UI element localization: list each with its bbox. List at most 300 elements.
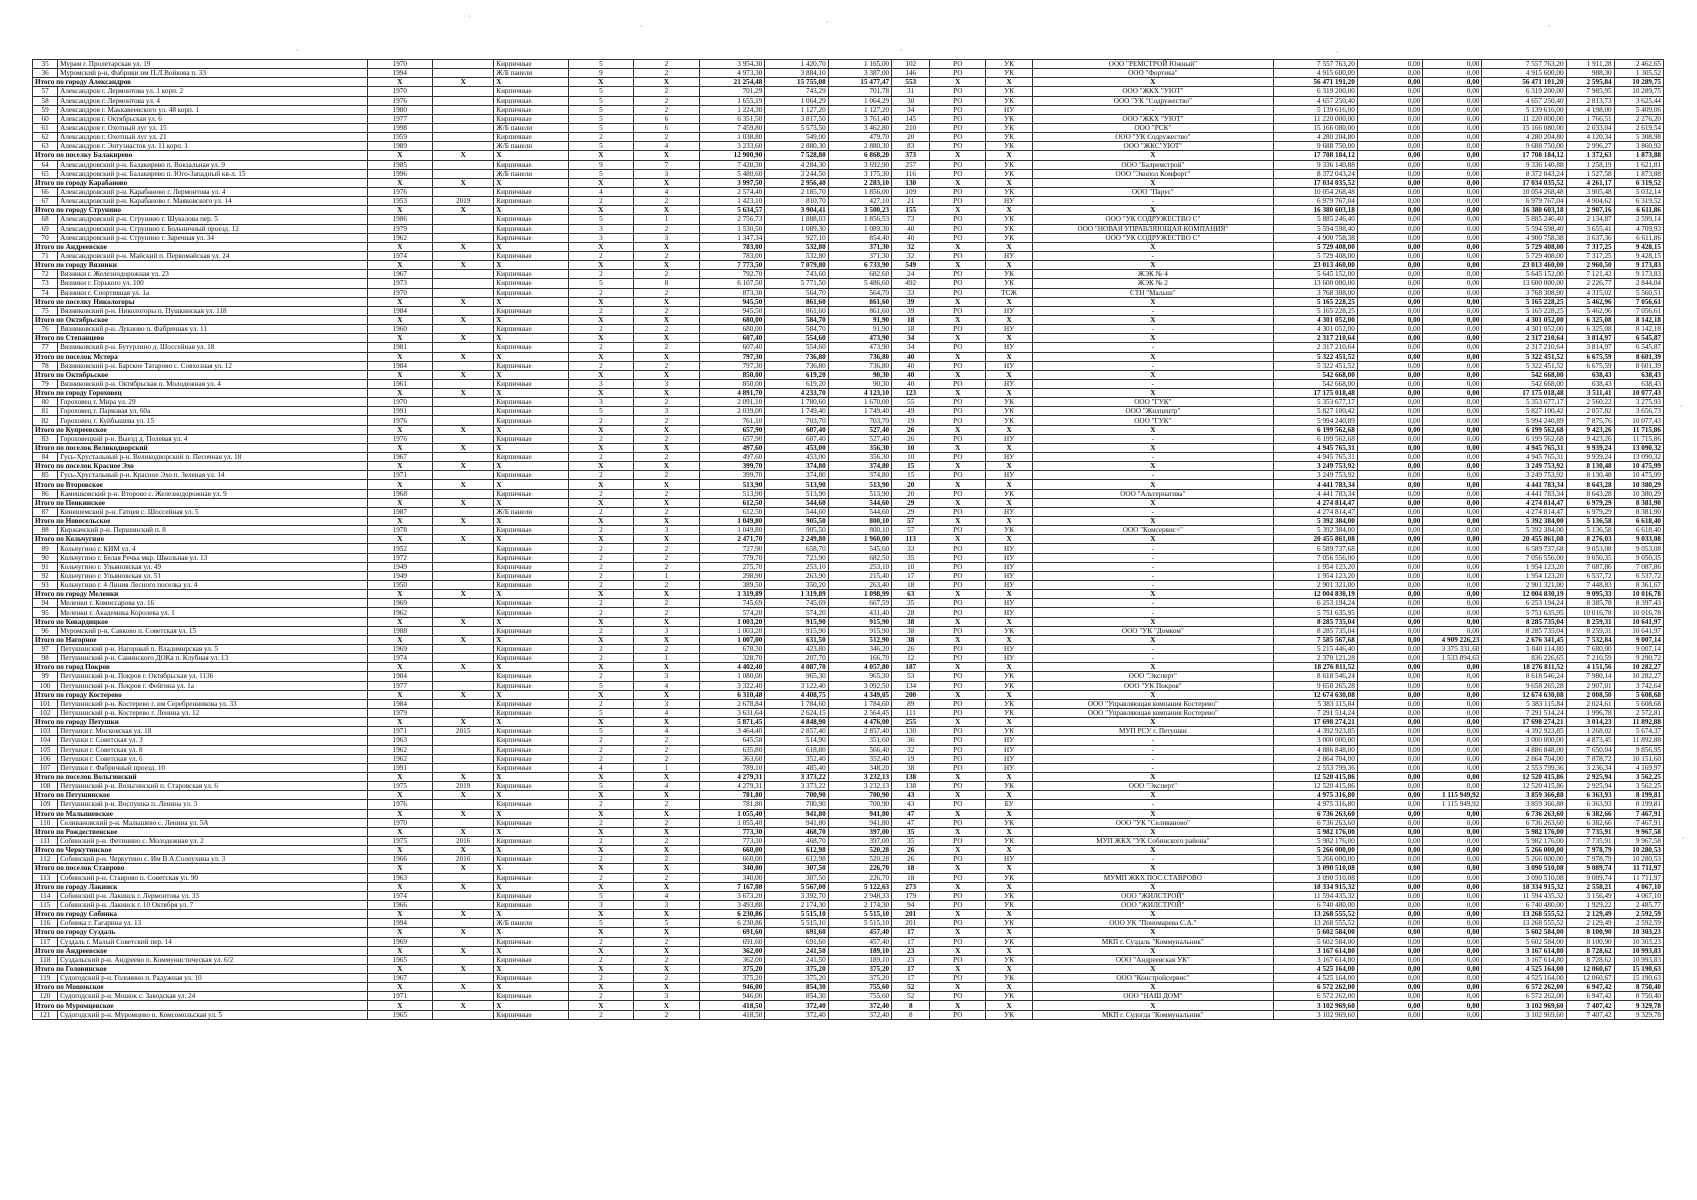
table-cell: 210 — [892, 123, 930, 132]
table-cell: 6 611,86 — [1614, 233, 1663, 242]
table-cell: 915,90 — [828, 617, 891, 626]
table-cell: Собинский р-н. Ставрово п. Советская ул. 90 — [58, 873, 367, 882]
table-cell: 915,90 — [765, 617, 828, 626]
table-cell: Кирпичные — [494, 379, 568, 388]
table-cell: X — [568, 178, 634, 187]
table-cell: - — [1033, 581, 1273, 590]
table-cell: 1976 — [367, 800, 433, 809]
table-cell: 109 — [892, 187, 930, 196]
table-cell: 513,90 — [699, 489, 765, 498]
table-cell: 10 303,23 — [1614, 937, 1663, 946]
table-cell: 255 — [892, 718, 930, 727]
table-cell: X — [1033, 78, 1273, 87]
table-cell: 6 253 194,24 — [1273, 599, 1357, 608]
table-cell — [433, 1010, 494, 1019]
table-cell: 9 173,83 — [1614, 270, 1663, 279]
table-cell: X — [1033, 617, 1273, 626]
table-cell: 492 — [892, 279, 930, 288]
table-cell: 7 317,25 — [1566, 242, 1614, 251]
table-cell: 7 317,25 — [1566, 251, 1614, 260]
table-cell: 2 — [568, 571, 634, 580]
table-cell: X — [568, 151, 634, 160]
table-cell: 0,00 — [1357, 873, 1423, 882]
table-cell: 83 — [33, 434, 58, 443]
table-cell: 4 274 814,47 — [1482, 498, 1566, 507]
table-cell — [433, 553, 494, 562]
table-cell: РО — [930, 526, 986, 535]
table-cell: Ж/Б панели — [494, 169, 568, 178]
table-cell: 3 761,40 — [828, 114, 891, 123]
table-cell: Кирпичные — [494, 581, 568, 590]
table-cell: X — [1033, 462, 1273, 471]
subtotal-label: Итого по Октябрьское — [33, 315, 368, 324]
table-cell: 4 198,00 — [1566, 105, 1614, 114]
table-row — [33, 123, 1664, 132]
table-cell: 39 — [892, 306, 930, 315]
table-cell: X — [1033, 206, 1273, 215]
table-cell: 0,00 — [1357, 1001, 1423, 1010]
table-cell: X — [634, 791, 700, 800]
subtotal-label: Итого по Головинское — [33, 964, 368, 973]
table-cell: 3 000 000,00 — [1273, 736, 1357, 745]
table-cell: X — [494, 517, 568, 526]
table-cell: 5 602 584,00 — [1273, 928, 1357, 937]
subtotal-label: Итого по Новосельское — [33, 517, 368, 526]
table-cell: 0,00 — [1423, 599, 1482, 608]
table-cell: X — [568, 690, 634, 699]
table-cell: Кирпичные — [494, 562, 568, 571]
table-cell: 2 996,27 — [1566, 142, 1614, 151]
table-cell: 2 — [634, 105, 700, 114]
table-cell: 1 224,30 — [699, 105, 765, 114]
table-cell: 23 — [892, 946, 930, 955]
table-cell: 9 329,78 — [1614, 1001, 1663, 1010]
table-cell: Александров г. Лермонтова ул. 1 корп. 2 — [58, 87, 367, 96]
table-cell: 7 773,50 — [699, 261, 765, 270]
table-cell: 2 — [568, 608, 634, 617]
table-cell: X — [986, 206, 1033, 215]
table-row — [33, 599, 1664, 608]
table-cell: 146 — [892, 69, 930, 78]
table-cell: 5 994 240,89 — [1273, 416, 1357, 425]
table-cell: РО — [930, 197, 986, 206]
table-cell: 4 120,34 — [1566, 133, 1614, 142]
table-cell: 3 — [634, 900, 700, 909]
table-cell: 5 515,10 — [828, 910, 891, 919]
table-cell: НУ — [986, 507, 1033, 516]
table-row — [33, 251, 1664, 260]
table-cell: 6 319 200,00 — [1273, 87, 1357, 96]
table-cell: 7 056 556,00 — [1482, 553, 1566, 562]
table-cell: 10 641,97 — [1614, 617, 1663, 626]
table-cell: - — [1033, 608, 1273, 617]
table-cell: 0,00 — [1423, 809, 1482, 818]
subtotal-label: Итого по поселку Никологоры — [33, 297, 368, 306]
table-cell: 1 954 123,20 — [1273, 571, 1357, 580]
table-cell: НУ — [986, 855, 1033, 864]
table-cell: 10 303,23 — [1614, 928, 1663, 937]
table-row — [33, 937, 1664, 946]
table-cell: 0,00 — [1357, 910, 1423, 919]
table-cell: 6 947,42 — [1566, 983, 1614, 992]
table-cell: 1976 — [367, 434, 433, 443]
table-cell: 3 814,97 — [1566, 334, 1614, 343]
table-cell: 564,70 — [828, 288, 891, 297]
table-cell: 2 — [568, 599, 634, 608]
table-row — [33, 96, 1664, 105]
table-cell: X — [634, 663, 700, 672]
table-cell: 4 657 250,40 — [1273, 96, 1357, 105]
table-cell: 1 055,40 — [699, 809, 765, 818]
table-cell: 118 — [33, 955, 58, 964]
table-cell: 631,50 — [765, 635, 828, 644]
table-cell — [433, 279, 494, 288]
table-row — [33, 974, 1664, 983]
subtotal-row — [33, 690, 1664, 699]
table-cell: 9 423,26 — [1566, 425, 1614, 434]
table-cell: 4 301 052,00 — [1482, 315, 1566, 324]
table-row — [33, 800, 1664, 809]
table-cell — [433, 169, 494, 178]
table-cell: Александровский р-н. Балакирево п. Вокзальная ул. 9 — [58, 160, 367, 169]
table-cell: 0,00 — [1357, 654, 1423, 663]
table-row — [33, 919, 1664, 928]
table-cell — [433, 571, 494, 580]
table-cell: 682,50 — [828, 553, 891, 562]
table-cell: 47 — [892, 809, 930, 818]
table-cell: Кирпичные — [494, 736, 568, 745]
table-cell: 8 397,43 — [1614, 599, 1663, 608]
table-cell: 7 467,91 — [1614, 809, 1663, 818]
table-row — [33, 736, 1664, 745]
table-cell: 7 735,91 — [1566, 836, 1614, 845]
table-cell: 5 — [568, 169, 634, 178]
table-cell: 5 462,96 — [1566, 297, 1614, 306]
table-cell: 4 657 250,40 — [1482, 96, 1566, 105]
table-cell: 6 319,52 — [1614, 178, 1663, 187]
table-cell: 542 668,00 — [1273, 370, 1357, 379]
table-cell: 74 — [33, 288, 58, 297]
table-cell: РО — [930, 891, 986, 900]
table-cell: 374,80 — [828, 471, 891, 480]
table-row — [33, 654, 1664, 663]
table-cell: 4 525 164,00 — [1482, 964, 1566, 973]
table-cell: УК — [986, 407, 1033, 416]
table-cell: 0,00 — [1357, 772, 1423, 781]
table-cell: 8 728,62 — [1566, 955, 1614, 964]
table-cell: 3 236,34 — [1566, 763, 1614, 772]
table-cell: 352,40 — [765, 754, 828, 763]
table-cell: 0,00 — [1357, 498, 1423, 507]
table-cell: X — [930, 809, 986, 818]
table-cell: - — [1033, 343, 1273, 352]
table-cell: X — [634, 443, 700, 452]
table-cell: РО — [930, 507, 986, 516]
table-cell: Кирпичные — [494, 681, 568, 690]
table-cell: 35 — [892, 553, 930, 562]
table-cell: 346,20 — [828, 645, 891, 654]
table-cell: - — [1033, 754, 1273, 763]
table-cell: X — [367, 206, 433, 215]
table-cell: 0,00 — [1357, 224, 1423, 233]
table-cell: X — [986, 535, 1033, 544]
table-cell: Кирпичные — [494, 96, 568, 105]
table-cell: 10 — [892, 443, 930, 452]
table-cell: Вязники г. Горького ул. 100 — [58, 279, 367, 288]
table-cell: X — [1033, 425, 1273, 434]
table-cell: 12 674 630,08 — [1482, 690, 1566, 699]
table-cell: 3 500,23 — [828, 206, 891, 215]
table-cell: 0,00 — [1423, 187, 1482, 196]
table-cell: 2 925,94 — [1566, 782, 1614, 791]
table-cell: НУ — [986, 599, 1033, 608]
table-cell: 2 — [568, 818, 634, 827]
table-cell: X — [494, 718, 568, 727]
table-cell: 2 — [568, 654, 634, 663]
table-cell: 915,90 — [828, 626, 891, 635]
table-cell: X — [568, 297, 634, 306]
table-cell: 2 — [634, 836, 700, 845]
table-cell: 93 — [33, 581, 58, 590]
table-cell: X — [568, 462, 634, 471]
table-cell: Петушки г. Советская ул. 8 — [58, 745, 367, 754]
table-cell: ООО "ЖИЛСТРОЙ" — [1033, 891, 1273, 900]
table-cell: X — [367, 425, 433, 434]
table-cell: X — [433, 882, 494, 891]
table-cell: 6 947,42 — [1566, 992, 1614, 1001]
table-row — [33, 727, 1664, 736]
table-cell: 927,10 — [765, 233, 828, 242]
table-cell: 9 428,15 — [1614, 242, 1663, 251]
table-cell: X — [1033, 1001, 1273, 1010]
table-cell: 0,00 — [1357, 782, 1423, 791]
table-cell: НУ — [986, 343, 1033, 352]
table-cell: 4 279,31 — [699, 782, 765, 791]
table-cell: 1960 — [367, 325, 433, 334]
table-cell: 1969 — [367, 937, 433, 946]
table-row — [33, 60, 1664, 69]
table-cell: ООО "ЖКХ "УЮТ" — [1033, 114, 1273, 123]
table-cell: 1974 — [367, 891, 433, 900]
table-cell — [433, 626, 494, 635]
table-cell: 0,00 — [1357, 763, 1423, 772]
table-cell: РО — [930, 96, 986, 105]
table-cell: 513,90 — [828, 489, 891, 498]
table-cell: РО — [930, 736, 986, 745]
table-cell: 17 034 035,52 — [1482, 178, 1566, 187]
table-cell: X — [367, 498, 433, 507]
table-cell: ООО "Комсервис+" — [1033, 526, 1273, 535]
table-cell: 83 — [892, 142, 930, 151]
table-cell: Кирпичные — [494, 416, 568, 425]
table-cell: 513,90 — [828, 480, 891, 489]
table-cell: 6 382,66 — [1566, 818, 1614, 827]
table-cell — [433, 133, 494, 142]
table-cell: X — [634, 846, 700, 855]
table-cell: 1949 — [367, 571, 433, 580]
table-cell: 0,00 — [1357, 900, 1423, 909]
table-cell: X — [568, 590, 634, 599]
table-cell: 2 756,73 — [699, 215, 765, 224]
table-cell: 2 592,59 — [1614, 910, 1663, 919]
table-cell: 2 — [634, 608, 700, 617]
table-cell: X — [367, 964, 433, 973]
table-cell: ООО УК "Пономарева С.А." — [1033, 919, 1273, 928]
table-cell: 26 — [892, 855, 930, 864]
table-cell: 3 373,22 — [765, 782, 828, 791]
table-cell: Гороховецкий р-н. Выезд д. Полевая ул. 4 — [58, 434, 367, 443]
table-cell: 0,00 — [1357, 453, 1423, 462]
table-cell: РО — [930, 169, 986, 178]
table-cell: 4 975 316,80 — [1273, 791, 1357, 800]
table-cell: 38 — [892, 626, 930, 635]
table-cell: 201 — [892, 919, 930, 928]
table-cell: 4 441 783,34 — [1273, 480, 1357, 489]
table-cell: НУ — [986, 197, 1033, 206]
table-cell: РО — [930, 407, 986, 416]
table-cell: 88 — [33, 526, 58, 535]
table-cell: 861,60 — [828, 297, 891, 306]
subtotal-label: Итого по городу Костерево — [33, 690, 368, 699]
table-cell: 9 688 750,00 — [1482, 142, 1566, 151]
table-cell: X — [634, 946, 700, 955]
table-cell: 7 420,30 — [699, 160, 765, 169]
table-cell: 1 533 894,63 — [1423, 654, 1482, 663]
subtotal-row — [33, 425, 1664, 434]
table-cell: 5 885 246,40 — [1273, 215, 1357, 224]
table-cell: 0,00 — [1357, 754, 1423, 763]
table-cell: 1975 — [367, 782, 433, 791]
table-cell: 3 167 614,80 — [1482, 955, 1566, 964]
table-cell: 56 471 191,20 — [1273, 78, 1357, 87]
table-cell: 2 033,04 — [1566, 123, 1614, 132]
table-cell: 1 873,88 — [1614, 151, 1663, 160]
table-cell: 2 — [634, 224, 700, 233]
scan-mark: · — [1336, 48, 1339, 57]
table-cell: НУ — [986, 571, 1033, 580]
table-cell: X — [568, 946, 634, 955]
table-cell: X — [930, 425, 986, 434]
table-row — [33, 708, 1664, 717]
table-cell: 1970 — [367, 398, 433, 407]
table-cell: 4 — [568, 187, 634, 196]
table-cell: Муромский р-н, Фабрики им П.Л.Войкова п. 33 — [58, 69, 367, 78]
table-cell: X — [494, 983, 568, 992]
table-cell: 102 — [892, 60, 930, 69]
subtotal-row — [33, 663, 1664, 672]
table-cell: Судогодский р-н. Головино п. Радужная ул. 10 — [58, 974, 367, 983]
table-cell: 0,00 — [1423, 992, 1482, 1001]
table-cell: 1 080,00 — [699, 672, 765, 681]
table-cell: 2 595,84 — [1566, 78, 1614, 87]
table-cell: 0,00 — [1357, 434, 1423, 443]
table-cell: 0,00 — [1423, 526, 1482, 535]
table-cell: РО — [930, 398, 986, 407]
table-cell: X — [433, 983, 494, 992]
table-cell: 15 190,63 — [1614, 974, 1663, 983]
table-cell: 9 290,72 — [1614, 654, 1663, 663]
table-cell: X — [367, 983, 433, 992]
table-cell: 2 — [568, 937, 634, 946]
table-cell: 4 — [634, 708, 700, 717]
table-cell: 1984 — [367, 672, 433, 681]
table-cell: 468,70 — [765, 836, 828, 845]
table-cell: 5 982 176,00 — [1273, 836, 1357, 845]
table-cell: X — [433, 791, 494, 800]
table-cell: Меленки г. Академика Королева ул. 1 — [58, 608, 367, 617]
table-cell: X — [1033, 882, 1273, 891]
subtotal-row — [33, 864, 1664, 873]
table-cell: 11 220 000,00 — [1482, 114, 1566, 123]
table-cell: 2 — [634, 398, 700, 407]
table-cell: 5 634,57 — [699, 206, 765, 215]
table-cell: 5 392 384,00 — [1273, 517, 1357, 526]
table-cell: - — [1033, 434, 1273, 443]
table-cell: 38 — [892, 617, 930, 626]
table-cell: 1965 — [367, 1010, 433, 1019]
table-cell: X — [568, 242, 634, 251]
table-cell: X — [634, 964, 700, 973]
table-cell: 7 087,86 — [1566, 562, 1614, 571]
table-cell: 85 — [33, 471, 58, 480]
table-cell: X — [367, 718, 433, 727]
table-cell: 736,80 — [828, 361, 891, 370]
table-cell: X — [634, 864, 700, 873]
subtotal-label: Итого по Второвское — [33, 480, 368, 489]
table-cell: 520,28 — [828, 846, 891, 855]
table-cell: РО — [930, 288, 986, 297]
table-cell: УК — [986, 699, 1033, 708]
subtotal-row — [33, 78, 1664, 87]
table-cell: 4 233,70 — [765, 389, 828, 398]
table-cell: 1973 — [367, 279, 433, 288]
table-cell: 5 751 635,95 — [1482, 608, 1566, 617]
table-cell: X — [1033, 827, 1273, 836]
table-cell: 0,00 — [1423, 581, 1482, 590]
table-cell: РО — [930, 270, 986, 279]
table-cell: 4 — [634, 727, 700, 736]
table-cell: 2 — [568, 974, 634, 983]
table-cell: 5 308,98 — [1614, 133, 1663, 142]
table-cell: 23 013 460,00 — [1482, 261, 1566, 270]
table-cell: 20 455 861,08 — [1482, 535, 1566, 544]
table-cell: 17 — [892, 964, 930, 973]
subtotal-row — [33, 1001, 1664, 1010]
table-cell: 638,43 — [1566, 370, 1614, 379]
table-cell: 2 276,20 — [1614, 114, 1663, 123]
subtotal-row — [33, 772, 1664, 781]
table-cell: 1 — [634, 571, 700, 580]
table-cell: 2 471,70 — [699, 535, 765, 544]
table-cell: 0,00 — [1423, 910, 1482, 919]
table-cell: 4 301 052,00 — [1482, 325, 1566, 334]
table-cell: Кирпичные — [494, 608, 568, 617]
table-row — [33, 233, 1664, 242]
table-cell: 5 383 115,84 — [1482, 699, 1566, 708]
table-cell: 10 475,99 — [1614, 462, 1663, 471]
table-cell: X — [433, 690, 494, 699]
table-row — [33, 955, 1664, 964]
table-cell: 0,00 — [1357, 233, 1423, 242]
table-cell: Кирпичные — [494, 754, 568, 763]
table-cell: НУ — [986, 251, 1033, 260]
table-cell: 9 967,58 — [1614, 836, 1663, 845]
table-cell: 945,50 — [699, 306, 765, 315]
table-cell: 607,40 — [765, 434, 828, 443]
table-cell: 4 315,02 — [1566, 288, 1614, 297]
table-cell: РО — [930, 279, 986, 288]
table-cell: 5 — [568, 891, 634, 900]
